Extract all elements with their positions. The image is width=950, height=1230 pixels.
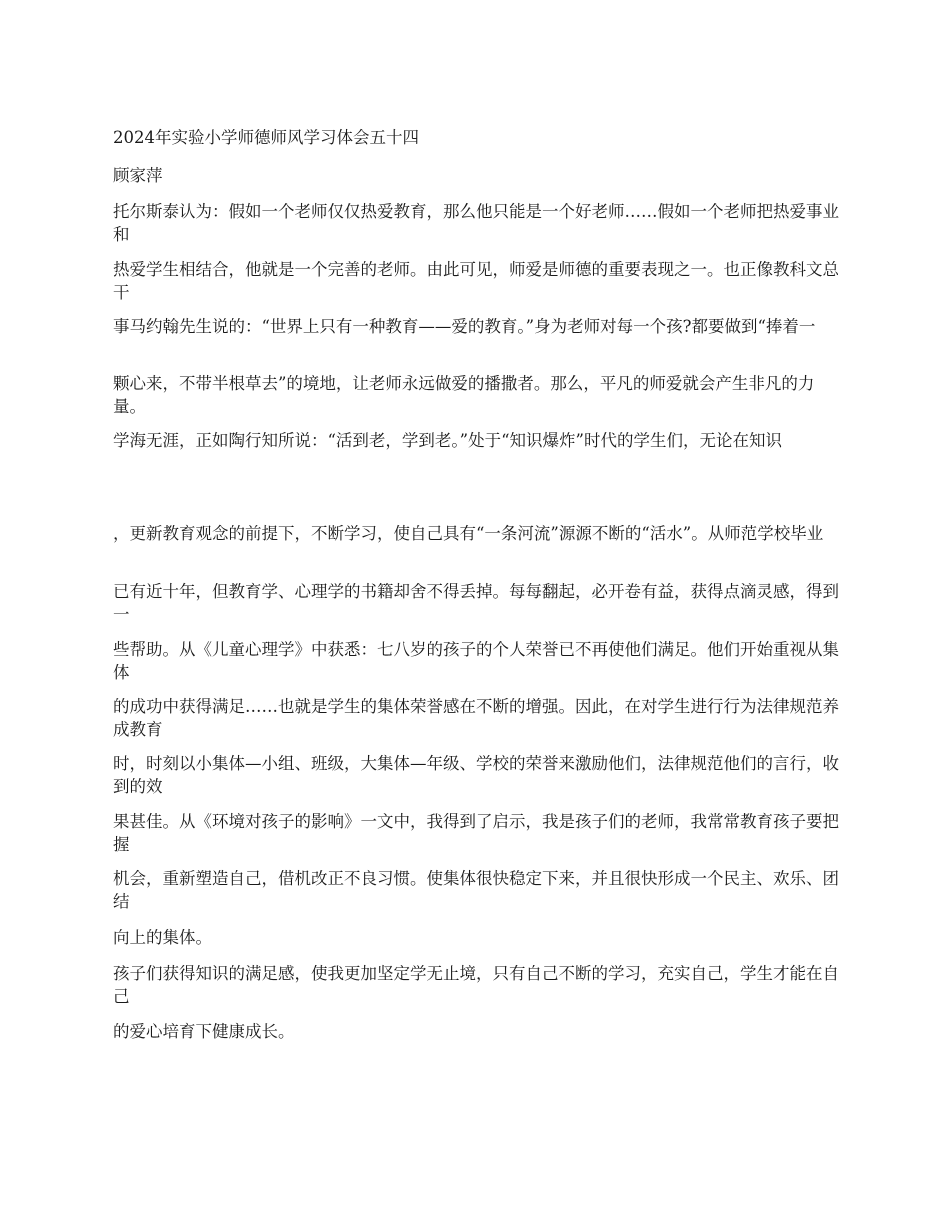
- document-author: 顾家萍: [113, 166, 163, 185]
- paragraph: 孩子们获得知识的满足感，使我更加坚定学无止境，只有自己不断的学习，充实自己，学生才能在自己: [113, 964, 839, 1006]
- paragraph: 果甚佳。从《环境对孩子的影响》一文中，我得到了启示，我是孩子们的老师，我常常教育孩子要把握: [113, 812, 839, 854]
- paragraph: 颗心来，不带半根草去”的境地，让老师永远做爱的播撒者。那么，平凡的师爱就会产生非凡的力量。: [113, 374, 815, 416]
- paragraph: 机会，重新塑造自己，借机改正不良习惯。使集体很快稳定下来，并且很快形成一个民主、欢乐、团结: [113, 869, 839, 911]
- paragraph: 的爱心培育下健康成长。: [113, 1022, 295, 1041]
- paragraph: 托尔斯泰认为：假如一个老师仅仅热爱教育，那么他只能是一个好老师……假如一个老师把热爱事业和: [113, 202, 839, 244]
- paragraph: 事马约翰先生说的：“世界上只有一种教育——爱的教育。”身为老师对每一个孩?都要做到“捧着一: [113, 317, 816, 336]
- document-title: 2024年实验小学师德师风学习体会五十四: [113, 128, 419, 147]
- paragraph: 向上的集体。: [113, 928, 212, 947]
- paragraph: 已有近十年，但教育学、心理学的书籍却舍不得丢掉。每每翻起，必开卷有益，获得点滴灵感，得到一: [113, 582, 839, 624]
- paragraph: 些帮助。从《儿童心理学》中获悉：七八岁的孩子的个人荣誉已不再使他们满足。他们开始重视从集体: [113, 640, 839, 682]
- paragraph: 热爱学生相结合，他就是一个完善的老师。由此可见，师爱是师德的重要表现之一。也正像教科文总干: [113, 260, 839, 302]
- paragraph: 学海无涯，正如陶行知所说：“活到老，学到老。”处于“知识爆炸”时代的学生们，无论在知识: [113, 431, 782, 450]
- paragraph: 时，时刻以小集体—小组、班级，大集体—年级、学校的荣誉来激励他们，法律规范他们的言行，收到的效: [113, 754, 839, 796]
- paragraph: 的成功中获得满足……也就是学生的集体荣誉感在不断的增强。因此，在对学生进行行为法律规范养成教育: [113, 697, 839, 739]
- paragraph: ，更新教育观念的前提下，不断学习，使自己具有“一条河流”源源不断的“活水”。从师范学校毕业: [113, 524, 824, 543]
